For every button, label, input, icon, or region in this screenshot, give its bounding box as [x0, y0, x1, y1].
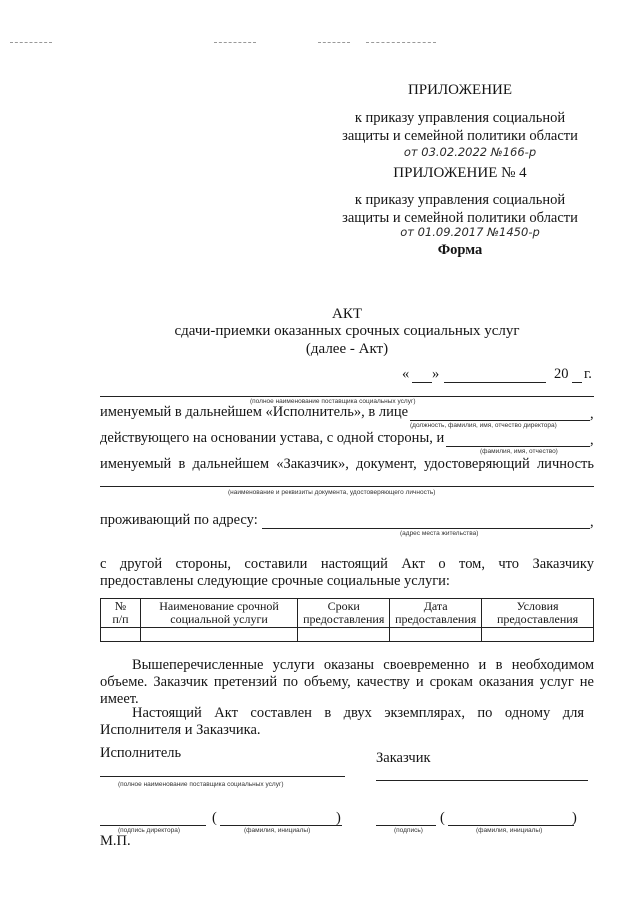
paragraph-copies: Настоящий Акт составлен в двух экземплярах, по одному для: [132, 705, 584, 721]
handwritten-order-number: от 01.09.2017 №1450-р: [400, 225, 540, 239]
acting-caption: (фамилия, имя, отчество): [480, 448, 558, 455]
document-caption: (наименование и реквизиты документа, удостоверяющего личность): [228, 489, 436, 496]
table-cell[interactable]: [140, 628, 297, 642]
date-day-open-quote: «: [402, 366, 410, 382]
executor-label: Исполнитель: [100, 745, 182, 761]
executor-caption: (должность, фамилия, имя, отчество директора): [410, 422, 557, 429]
date-day-field[interactable]: [412, 382, 432, 383]
appendix-order-line: к приказу управления социальной: [354, 192, 566, 208]
appendix-number-title: ПРИЛОЖЕНИЕ № 4: [393, 165, 527, 181]
scan-artifact: [318, 42, 350, 43]
appendix-order-line: к приказу управления социальной: [354, 110, 566, 126]
paragraph-copies: Исполнителя и Заказчика.: [100, 722, 261, 738]
address-field[interactable]: [262, 528, 590, 529]
customer-sign-caption: (подпись): [394, 827, 423, 834]
comma: ,: [590, 514, 594, 530]
date-year-prefix: 20: [554, 366, 569, 382]
act-title: АКТ: [332, 306, 362, 322]
paragraph-services-rendered: Вышеперечисленные услуги оказаны своевременно и в необходимом: [132, 657, 594, 673]
scan-artifact: [366, 42, 436, 43]
customer-document-field[interactable]: [100, 486, 594, 487]
services-intro-continued: предоставлены следующие срочные социальные услуги:: [100, 573, 450, 589]
director-signature-field[interactable]: [100, 825, 206, 826]
paren-close: ): [572, 810, 577, 826]
comma: ,: [590, 432, 594, 448]
table-cell[interactable]: [101, 628, 141, 642]
appendix-title: ПРИЛОЖЕНИЕ: [407, 82, 513, 98]
comma: ,: [590, 406, 594, 422]
director-sign-caption: (подпись директора): [118, 827, 181, 834]
customer-name-field[interactable]: [376, 780, 588, 781]
date-month-field[interactable]: [444, 382, 546, 383]
paren-open: (: [212, 810, 217, 826]
services-table: [100, 598, 594, 642]
appendix-order-line: защиты и семейной политики области: [342, 128, 578, 144]
table-header-service-name: Наименование срочной социальной услуги: [140, 599, 297, 628]
table-header-conditions: Условия предоставления: [482, 599, 594, 628]
executor-text: именуемый в дальнейшем «Исполнитель», в лице: [100, 404, 409, 420]
customer-initials-caption: (фамилия, инициалы): [476, 827, 543, 834]
executor-director-field[interactable]: [410, 420, 590, 421]
table-cell[interactable]: [482, 628, 594, 642]
form-label: Форма: [437, 242, 483, 258]
acting-text: действующего на основании устава, с одной стороны, и: [100, 430, 445, 446]
provider-name-field[interactable]: [100, 396, 594, 397]
scan-artifact: [10, 42, 52, 43]
table-header-date: Дата предоставления: [390, 599, 482, 628]
date-year-suffix: г.: [584, 366, 592, 382]
paren-open: (: [440, 810, 445, 826]
customer-signature-field[interactable]: [376, 825, 436, 826]
customer-label: Заказчик: [376, 750, 431, 766]
address-text: проживающий по адресу:: [100, 512, 258, 528]
act-subtitle-note: (далее - Акт): [305, 341, 389, 357]
date-day-close-quote: »: [432, 366, 440, 382]
executor-org-field[interactable]: [100, 776, 345, 777]
table-header-number: № п/п: [101, 599, 141, 628]
table-cell[interactable]: [390, 628, 482, 642]
table-header-terms: Сроки предоставления: [298, 599, 390, 628]
paragraph-services-rendered: имеет.: [100, 691, 139, 707]
handwritten-order-number: от 03.02.2022 №166-р: [403, 145, 537, 159]
provider-caption: (полное наименование поставщика социальных услуг): [250, 398, 416, 405]
acting-person-field[interactable]: [446, 446, 590, 447]
act-subtitle: сдачи-приемки оказанных срочных социальных услуг: [174, 323, 520, 339]
table-cell[interactable]: [298, 628, 390, 642]
customer-text: именуемый в дальнейшем «Заказчик», документ, удостоверяющий личность: [100, 456, 594, 472]
executor-org-caption: (полное наименование поставщика социальных услуг): [118, 781, 284, 788]
executor-initials-field[interactable]: [220, 825, 342, 826]
date-year-field[interactable]: [572, 382, 582, 383]
paragraph-services-rendered: объеме. Заказчик претензий по объему, качеству и срокам оказания услуг не: [100, 674, 594, 690]
executor-initials-caption: (фамилия, инициалы): [244, 827, 311, 834]
stamp-label: М.П.: [100, 833, 131, 849]
services-intro: с другой стороны, составили настоящий Акт о том, что Заказчику: [100, 556, 594, 572]
scan-artifact: [214, 42, 256, 43]
table-header-row: [101, 599, 594, 628]
appendix-order-line: защиты и семейной политики области: [342, 210, 578, 226]
customer-initials-field[interactable]: [448, 825, 574, 826]
address-caption: (адрес места жительства): [400, 530, 479, 537]
table-row[interactable]: [101, 628, 594, 642]
paren-close: ): [336, 810, 341, 826]
